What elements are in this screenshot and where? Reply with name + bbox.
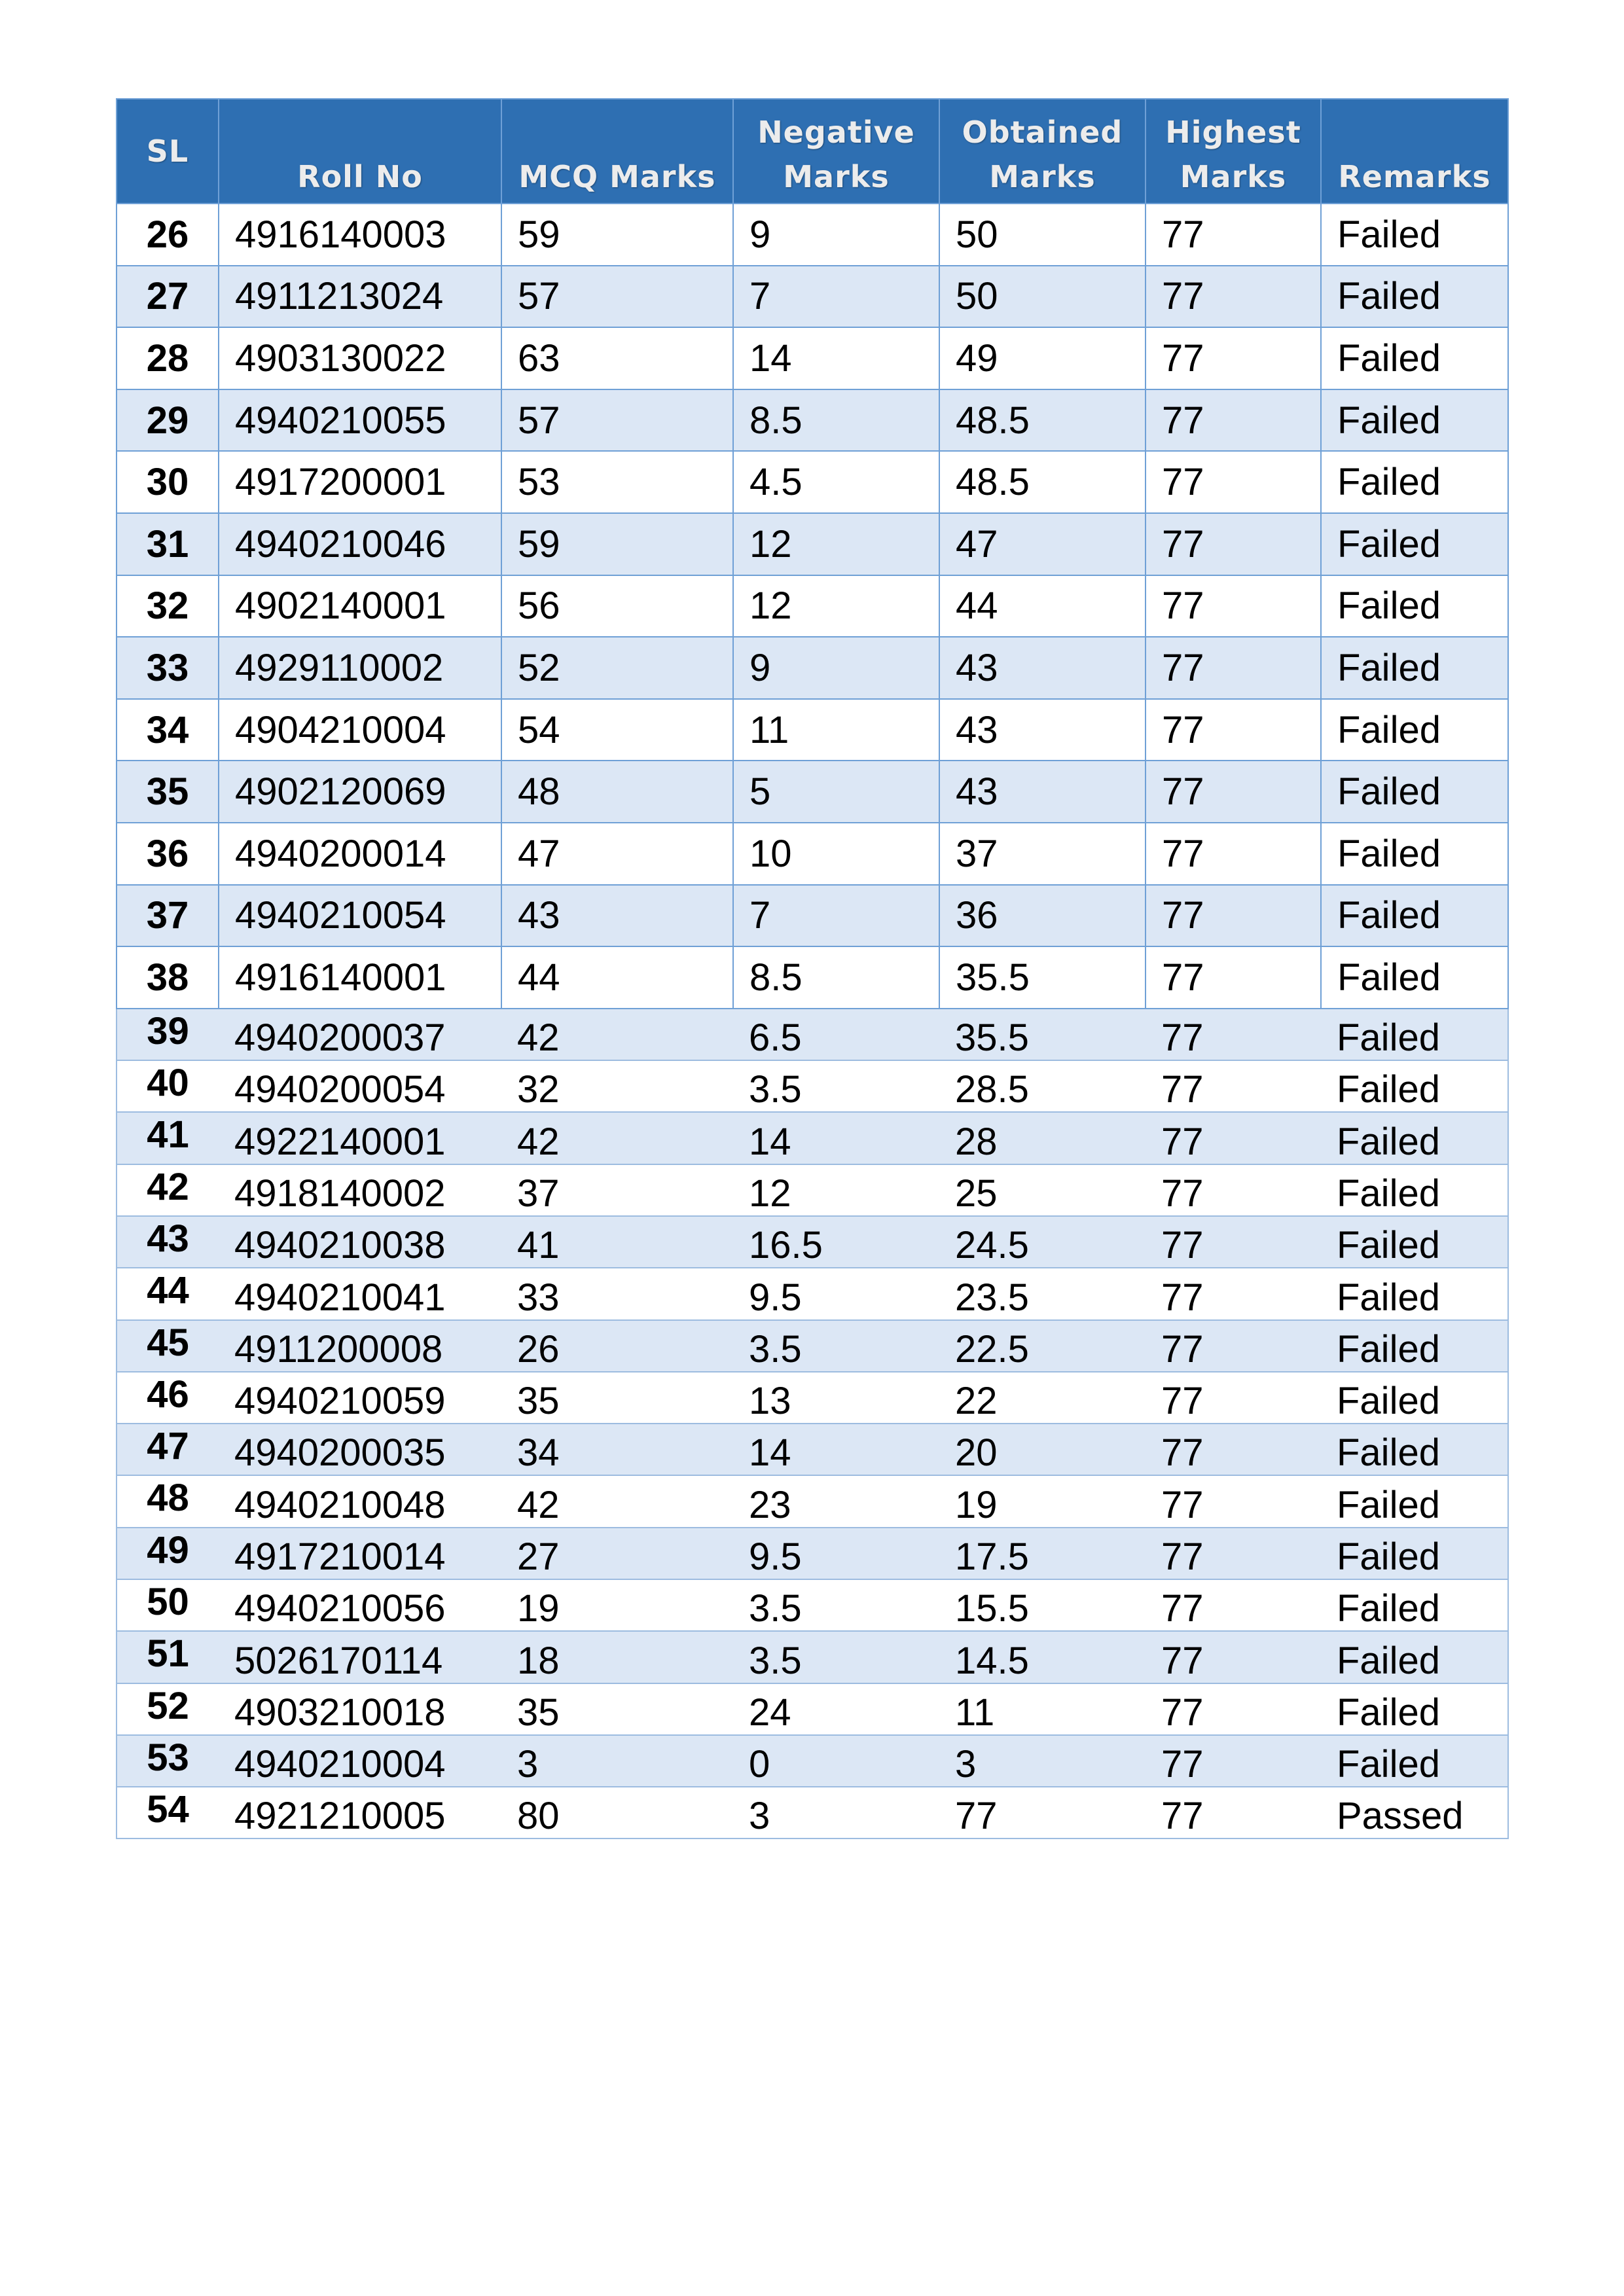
- table-row: [117, 946, 1508, 1009]
- cell-mcq-marks: 48: [501, 761, 733, 823]
- cell-roll-no: 4940200054: [219, 1060, 501, 1112]
- cell-roll-no: 4940200035: [219, 1424, 501, 1475]
- cell-highest-marks: 77: [1146, 1372, 1321, 1424]
- cell-negative-marks: 16.5: [733, 1216, 939, 1268]
- cell-obtained-marks: 22: [939, 1372, 1146, 1424]
- cell-roll-no: 4902120069: [219, 761, 501, 823]
- cell-highest-marks: 77: [1146, 1735, 1321, 1787]
- header-obtained-line2: Marks: [989, 159, 1096, 194]
- cell-obtained-marks: 28.5: [939, 1060, 1146, 1112]
- cell-mcq-marks: 27: [501, 1528, 733, 1579]
- cell-sl: 34: [117, 699, 219, 761]
- cell-mcq-marks: 54: [501, 699, 733, 761]
- cell-remarks: Failed: [1321, 1060, 1508, 1112]
- cell-remarks: Failed: [1321, 885, 1508, 947]
- cell-roll-no: 4940210056: [219, 1579, 501, 1631]
- cell-mcq-marks: 33: [501, 1268, 733, 1319]
- table-row: [117, 1787, 1508, 1839]
- cell-mcq-marks: 37: [501, 1164, 733, 1216]
- cell-highest-marks: 77: [1146, 699, 1321, 761]
- cell-highest-marks: 77: [1146, 885, 1321, 947]
- cell-roll-no: 4940210054: [219, 885, 501, 947]
- cell-sl: 29: [117, 389, 219, 452]
- cell-roll-no: 4911200008: [219, 1320, 501, 1372]
- cell-highest-marks: 77: [1146, 451, 1321, 513]
- cell-obtained-marks: 24.5: [939, 1216, 1146, 1268]
- cell-mcq-marks: 59: [501, 513, 733, 575]
- cell-roll-no: 4940210046: [219, 513, 501, 575]
- cell-sl: 30: [117, 451, 219, 513]
- cell-remarks: Failed: [1321, 204, 1508, 266]
- cell-mcq-marks: 59: [501, 204, 733, 266]
- table-row: [117, 389, 1508, 452]
- cell-highest-marks: 77: [1146, 637, 1321, 699]
- header-negative-line2: Marks: [783, 159, 890, 194]
- cell-negative-marks: 3.5: [733, 1320, 939, 1372]
- header-mcq-marks: MCQ Marks: [501, 99, 733, 204]
- cell-mcq-marks: 63: [501, 327, 733, 389]
- cell-mcq-marks: 26: [501, 1320, 733, 1372]
- cell-negative-marks: 8.5: [733, 389, 939, 452]
- header-roll-no: Roll No: [219, 99, 501, 204]
- cell-highest-marks: 77: [1146, 1579, 1321, 1631]
- table-row: [117, 1112, 1508, 1164]
- cell-highest-marks: 77: [1146, 1320, 1321, 1372]
- cell-sl: 45: [117, 1320, 219, 1372]
- cell-negative-marks: 14: [733, 1424, 939, 1475]
- header-highest-marks: [1146, 99, 1321, 204]
- table-row: [117, 1424, 1508, 1475]
- cell-mcq-marks: 34: [501, 1424, 733, 1475]
- cell-sl: 36: [117, 823, 219, 885]
- cell-remarks: Failed: [1321, 1164, 1508, 1216]
- cell-highest-marks: 77: [1146, 513, 1321, 575]
- header-sl: SL: [117, 99, 219, 204]
- cell-negative-marks: 9: [733, 204, 939, 266]
- cell-highest-marks: 77: [1146, 1268, 1321, 1319]
- cell-obtained-marks: 50: [939, 266, 1146, 328]
- cell-negative-marks: 3.5: [733, 1060, 939, 1112]
- cell-roll-no: 4903210018: [219, 1683, 501, 1735]
- table-row: [117, 1268, 1508, 1319]
- table-row: [117, 1579, 1508, 1631]
- cell-sl: 43: [117, 1216, 219, 1268]
- table-row: [117, 1060, 1508, 1112]
- cell-obtained-marks: 3: [939, 1735, 1146, 1787]
- cell-sl: 47: [117, 1424, 219, 1475]
- cell-negative-marks: 14: [733, 1112, 939, 1164]
- cell-obtained-marks: 43: [939, 699, 1146, 761]
- cell-mcq-marks: 57: [501, 389, 733, 452]
- cell-highest-marks: 77: [1146, 761, 1321, 823]
- table-row: [117, 1320, 1508, 1372]
- table-row: [117, 1631, 1508, 1683]
- cell-remarks: Failed: [1321, 1112, 1508, 1164]
- cell-negative-marks: 12: [733, 575, 939, 637]
- table-row: [117, 1009, 1508, 1060]
- cell-negative-marks: 14: [733, 327, 939, 389]
- cell-mcq-marks: 44: [501, 946, 733, 1009]
- cell-obtained-marks: 15.5: [939, 1579, 1146, 1631]
- cell-negative-marks: 9.5: [733, 1268, 939, 1319]
- cell-remarks: Failed: [1321, 1579, 1508, 1631]
- cell-obtained-marks: 48.5: [939, 451, 1146, 513]
- cell-remarks: Failed: [1321, 946, 1508, 1009]
- table-row: [117, 823, 1508, 885]
- cell-negative-marks: 9.5: [733, 1528, 939, 1579]
- cell-mcq-marks: 52: [501, 637, 733, 699]
- cell-obtained-marks: 17.5: [939, 1528, 1146, 1579]
- header-remarks: Remarks: [1321, 99, 1508, 204]
- cell-highest-marks: 77: [1146, 1216, 1321, 1268]
- table-row: [117, 637, 1508, 699]
- cell-negative-marks: 24: [733, 1683, 939, 1735]
- cell-remarks: Failed: [1321, 327, 1508, 389]
- cell-roll-no: 4940210059: [219, 1372, 501, 1424]
- table-row: [117, 575, 1508, 637]
- cell-remarks: Failed: [1321, 451, 1508, 513]
- cell-mcq-marks: 53: [501, 451, 733, 513]
- cell-obtained-marks: 37: [939, 823, 1146, 885]
- header-obtained-line1: Obtained: [962, 115, 1123, 150]
- cell-obtained-marks: 14.5: [939, 1631, 1146, 1683]
- cell-roll-no: 4940210004: [219, 1735, 501, 1787]
- cell-roll-no: 4916140003: [219, 204, 501, 266]
- cell-obtained-marks: 19: [939, 1475, 1146, 1527]
- cell-roll-no: 4940200014: [219, 823, 501, 885]
- cell-negative-marks: 13: [733, 1372, 939, 1424]
- cell-negative-marks: 7: [733, 885, 939, 947]
- cell-highest-marks: 77: [1146, 204, 1321, 266]
- cell-sl: 50: [117, 1579, 219, 1631]
- table-row: [117, 513, 1508, 575]
- cell-obtained-marks: 43: [939, 761, 1146, 823]
- cell-remarks: Failed: [1321, 1735, 1508, 1787]
- table-row: [117, 699, 1508, 761]
- cell-roll-no: 4921210005: [219, 1787, 501, 1839]
- cell-obtained-marks: 22.5: [939, 1320, 1146, 1372]
- table-row: [117, 1216, 1508, 1268]
- cell-roll-no: 4903130022: [219, 327, 501, 389]
- header-negative-line1: Negative: [757, 115, 915, 150]
- cell-remarks: Failed: [1321, 1424, 1508, 1475]
- cell-sl: 31: [117, 513, 219, 575]
- cell-highest-marks: 77: [1146, 1631, 1321, 1683]
- cell-sl: 49: [117, 1528, 219, 1579]
- cell-sl: 53: [117, 1735, 219, 1787]
- cell-obtained-marks: 28: [939, 1112, 1146, 1164]
- cell-sl: 48: [117, 1475, 219, 1527]
- cell-roll-no: 4918140002: [219, 1164, 501, 1216]
- table-row: [117, 1475, 1508, 1527]
- cell-highest-marks: 77: [1146, 266, 1321, 328]
- cell-negative-marks: 3: [733, 1787, 939, 1839]
- cell-sl: 37: [117, 885, 219, 947]
- cell-remarks: Failed: [1321, 761, 1508, 823]
- header-negative-marks: [733, 99, 939, 204]
- cell-remarks: Failed: [1321, 1683, 1508, 1735]
- table-row: [117, 266, 1508, 328]
- cell-remarks: Failed: [1321, 389, 1508, 452]
- cell-highest-marks: 77: [1146, 1009, 1321, 1060]
- cell-highest-marks: 77: [1146, 1787, 1321, 1839]
- cell-sl: 40: [117, 1060, 219, 1112]
- cell-remarks: Failed: [1321, 575, 1508, 637]
- cell-mcq-marks: 57: [501, 266, 733, 328]
- cell-highest-marks: 77: [1146, 1112, 1321, 1164]
- cell-mcq-marks: 56: [501, 575, 733, 637]
- cell-remarks: Failed: [1321, 823, 1508, 885]
- cell-roll-no: 4940210041: [219, 1268, 501, 1319]
- cell-mcq-marks: 41: [501, 1216, 733, 1268]
- cell-remarks: Failed: [1321, 1528, 1508, 1579]
- cell-mcq-marks: 18: [501, 1631, 733, 1683]
- table-row: [117, 451, 1508, 513]
- cell-negative-marks: 9: [733, 637, 939, 699]
- cell-sl: 27: [117, 266, 219, 328]
- cell-negative-marks: 5: [733, 761, 939, 823]
- cell-sl: 35: [117, 761, 219, 823]
- cell-roll-no: 5026170114: [219, 1631, 501, 1683]
- cell-negative-marks: 12: [733, 1164, 939, 1216]
- cell-obtained-marks: 23.5: [939, 1268, 1146, 1319]
- cell-sl: 38: [117, 946, 219, 1009]
- cell-obtained-marks: 35.5: [939, 1009, 1146, 1060]
- cell-highest-marks: 77: [1146, 575, 1321, 637]
- cell-roll-no: 4917210014: [219, 1528, 501, 1579]
- cell-roll-no: 4929110002: [219, 637, 501, 699]
- cell-roll-no: 4940210055: [219, 389, 501, 452]
- cell-highest-marks: 77: [1146, 327, 1321, 389]
- cell-highest-marks: 77: [1146, 1424, 1321, 1475]
- cell-mcq-marks: 42: [501, 1475, 733, 1527]
- cell-remarks: Failed: [1321, 637, 1508, 699]
- cell-obtained-marks: 43: [939, 637, 1146, 699]
- cell-remarks: Failed: [1321, 1320, 1508, 1372]
- cell-highest-marks: 77: [1146, 1683, 1321, 1735]
- cell-sl: 26: [117, 204, 219, 266]
- cell-mcq-marks: 3: [501, 1735, 733, 1787]
- cell-highest-marks: 77: [1146, 1475, 1321, 1527]
- cell-roll-no: 4904210004: [219, 699, 501, 761]
- cell-mcq-marks: 43: [501, 885, 733, 947]
- cell-sl: 39: [117, 1009, 219, 1060]
- cell-obtained-marks: 44: [939, 575, 1146, 637]
- cell-negative-marks: 8.5: [733, 946, 939, 1009]
- cell-obtained-marks: 11: [939, 1683, 1146, 1735]
- cell-mcq-marks: 80: [501, 1787, 733, 1839]
- header-highest-line2: Marks: [1180, 159, 1287, 194]
- table-body: [117, 204, 1508, 1839]
- cell-roll-no: 4917200001: [219, 451, 501, 513]
- cell-remarks: Failed: [1321, 266, 1508, 328]
- cell-remarks: Failed: [1321, 1631, 1508, 1683]
- cell-highest-marks: 77: [1146, 1164, 1321, 1216]
- cell-remarks: Failed: [1321, 1372, 1508, 1424]
- cell-obtained-marks: 49: [939, 327, 1146, 389]
- cell-negative-marks: 0: [733, 1735, 939, 1787]
- cell-mcq-marks: 35: [501, 1372, 733, 1424]
- cell-highest-marks: 77: [1146, 946, 1321, 1009]
- cell-remarks: Failed: [1321, 1475, 1508, 1527]
- cell-sl: 33: [117, 637, 219, 699]
- cell-mcq-marks: 47: [501, 823, 733, 885]
- table-row: [117, 1372, 1508, 1424]
- cell-remarks: Failed: [1321, 513, 1508, 575]
- cell-highest-marks: 77: [1146, 1060, 1321, 1112]
- cell-negative-marks: 12: [733, 513, 939, 575]
- table-row: [117, 1735, 1508, 1787]
- table-row: [117, 1164, 1508, 1216]
- cell-mcq-marks: 35: [501, 1683, 733, 1735]
- header-highest-line1: Highest: [1165, 115, 1301, 150]
- table-row: [117, 327, 1508, 389]
- results-table: [116, 98, 1509, 1839]
- cell-obtained-marks: 47: [939, 513, 1146, 575]
- cell-negative-marks: 7: [733, 266, 939, 328]
- header-row: [117, 99, 1508, 204]
- cell-remarks: Failed: [1321, 699, 1508, 761]
- cell-sl: 32: [117, 575, 219, 637]
- cell-sl: 51: [117, 1631, 219, 1683]
- table-row: [117, 1528, 1508, 1579]
- cell-negative-marks: 23: [733, 1475, 939, 1527]
- cell-sl: 54: [117, 1787, 219, 1839]
- cell-roll-no: 4916140001: [219, 946, 501, 1009]
- cell-roll-no: 4911213024: [219, 266, 501, 328]
- cell-negative-marks: 3.5: [733, 1631, 939, 1683]
- cell-obtained-marks: 50: [939, 204, 1146, 266]
- cell-sl: 46: [117, 1372, 219, 1424]
- cell-remarks: Passed: [1321, 1787, 1508, 1839]
- cell-mcq-marks: 32: [501, 1060, 733, 1112]
- cell-roll-no: 4922140001: [219, 1112, 501, 1164]
- cell-negative-marks: 10: [733, 823, 939, 885]
- cell-sl: 28: [117, 327, 219, 389]
- cell-sl: 52: [117, 1683, 219, 1735]
- cell-highest-marks: 77: [1146, 823, 1321, 885]
- cell-negative-marks: 6.5: [733, 1009, 939, 1060]
- cell-negative-marks: 3.5: [733, 1579, 939, 1631]
- table-row: [117, 204, 1508, 266]
- cell-sl: 44: [117, 1268, 219, 1319]
- cell-obtained-marks: 35.5: [939, 946, 1146, 1009]
- cell-roll-no: 4902140001: [219, 575, 501, 637]
- cell-mcq-marks: 42: [501, 1112, 733, 1164]
- table-row: [117, 885, 1508, 947]
- cell-highest-marks: 77: [1146, 1528, 1321, 1579]
- header-obtained-marks: [939, 99, 1146, 204]
- cell-roll-no: 4940200037: [219, 1009, 501, 1060]
- table-row: [117, 1683, 1508, 1735]
- cell-sl: 41: [117, 1112, 219, 1164]
- cell-mcq-marks: 42: [501, 1009, 733, 1060]
- cell-remarks: Failed: [1321, 1268, 1508, 1319]
- cell-obtained-marks: 36: [939, 885, 1146, 947]
- cell-obtained-marks: 20: [939, 1424, 1146, 1475]
- cell-roll-no: 4940210038: [219, 1216, 501, 1268]
- cell-roll-no: 4940210048: [219, 1475, 501, 1527]
- cell-obtained-marks: 25: [939, 1164, 1146, 1216]
- cell-negative-marks: 11: [733, 699, 939, 761]
- cell-mcq-marks: 19: [501, 1579, 733, 1631]
- cell-highest-marks: 77: [1146, 389, 1321, 452]
- cell-remarks: Failed: [1321, 1216, 1508, 1268]
- cell-remarks: Failed: [1321, 1009, 1508, 1060]
- cell-obtained-marks: 77: [939, 1787, 1146, 1839]
- table-row: [117, 761, 1508, 823]
- cell-sl: 42: [117, 1164, 219, 1216]
- cell-negative-marks: 4.5: [733, 451, 939, 513]
- cell-obtained-marks: 48.5: [939, 389, 1146, 452]
